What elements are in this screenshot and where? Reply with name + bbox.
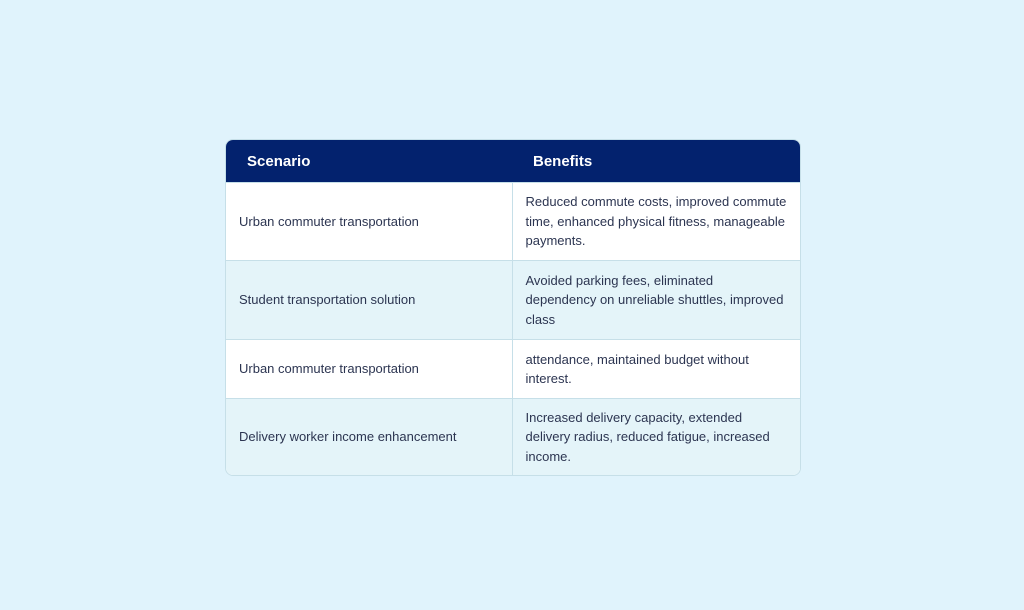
benefits-cell: attendance, maintained budget without interest. (512, 340, 800, 399)
scenario-cell: Urban commuter transportation (226, 183, 512, 261)
scenario-cell: Urban commuter transportation (226, 340, 512, 399)
benefits-cell: Reduced commute costs, improved commute time, enhanced physical fitness, manageable payments. (512, 183, 800, 261)
scenario-cell: Student transportation solution (226, 261, 512, 340)
comparison-table-card (225, 139, 801, 476)
scenario-benefits-table (226, 140, 800, 475)
benefits-cell: Increased delivery capacity, extended delivery radius, reduced fatigue, increased income. (512, 399, 800, 476)
benefits-cell: Avoided parking fees, eliminated dependency on unreliable shuttles, improved class (512, 261, 800, 340)
header-scenario: Scenario (226, 140, 512, 183)
table-row (226, 340, 800, 399)
header-benefits: Benefits (512, 140, 800, 183)
scenario-cell: Delivery worker income enhancement (226, 399, 512, 476)
table-row (226, 399, 800, 476)
table-header (226, 140, 800, 183)
table-row (226, 261, 800, 340)
header-row (226, 140, 800, 183)
table-body (226, 183, 800, 476)
table-row (226, 183, 800, 261)
